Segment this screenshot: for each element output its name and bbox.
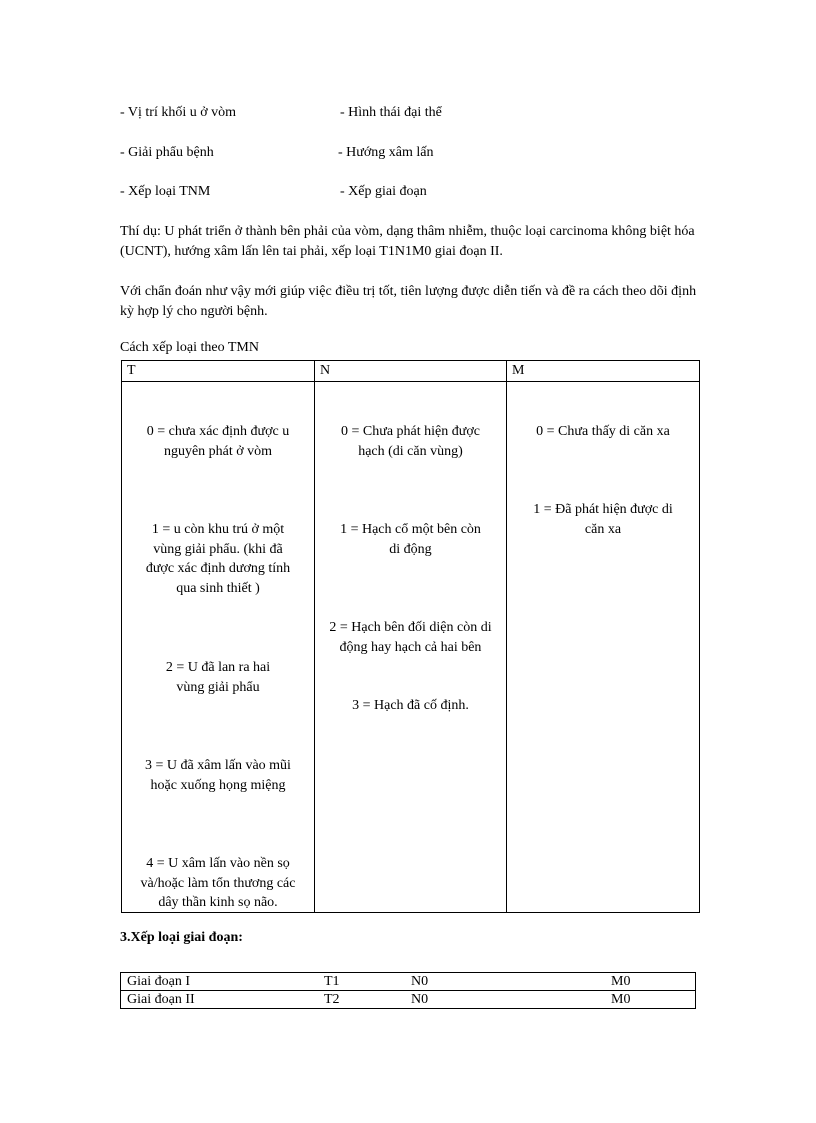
criteria-item-tumor-location: - Vị trí khối u ở vòm <box>120 105 237 120</box>
stage-t-value: T1 <box>324 974 340 989</box>
tnm-m-column <box>507 382 700 913</box>
t-item-4: 4 = U xâm lấn vào nền sọ và/hoặc làm tổn thương các dây thần kinh sọ não. <box>140 856 296 910</box>
t-item-3: 3 = U đã xâm lấn vào mũi hoặc xuống họng miệng <box>145 758 291 793</box>
criteria-item-staging: - Xếp giai đoạn <box>340 184 427 199</box>
t-item-1: 1 = u còn khu trú ở một vùng giải phẩu. (khi đã được xác định dương tính qua sinh thiết ) <box>145 522 291 596</box>
tnm-header-n: N <box>315 361 507 382</box>
t-item-0: 0 = chưa xác định được u nguyên phát ở vòm <box>146 424 290 459</box>
criteria-item-invasion-direction: - Hướng xâm lấn <box>338 145 434 160</box>
diagnosis-paragraph: Với chẩn đoán như vậy mới giúp việc điều trị tốt, tiên lượng được diễn tiến và đề ra cách theo dõi định kỳ hợp lý cho người bệnh. <box>120 284 697 319</box>
stage-row-2 <box>121 991 696 1009</box>
t-item-2: 2 = U đã lan ra hai vùng giải phẩu <box>165 660 271 695</box>
stage-m-value: M0 <box>611 974 631 989</box>
criteria-item-tnm-classification: - Xếp loại TNM <box>120 184 211 199</box>
tnm-table-caption: Cách xếp loại theo TMN <box>120 340 259 355</box>
n-item-1: 1 = Hạch cổ một bên còn di động <box>340 522 481 557</box>
tnm-n-column <box>315 382 507 913</box>
stage-n-value: N0 <box>411 974 429 989</box>
n-item-0: 0 = Chưa phát hiện được hạch (di căn vùng) <box>341 424 480 459</box>
stage-table <box>120 972 696 1009</box>
tnm-t-column <box>122 382 315 913</box>
stage-label: Giai đoạn I <box>127 974 190 989</box>
n-item-2: 2 = Hạch bên đối diện còn di động hay hạch cả hai bên <box>329 620 492 655</box>
tnm-header-t: T <box>122 361 315 382</box>
stage-n-value: N0 <box>411 992 429 1007</box>
tnm-table <box>121 360 700 913</box>
stage-heading: 3.Xếp loại giai đoạn: <box>120 930 243 945</box>
tnm-header-m: M <box>507 361 700 382</box>
m-item-0: 0 = Chưa thấy di căn xa <box>536 424 670 439</box>
criteria-item-pathology: - Giải phẩu bệnh <box>120 145 214 160</box>
example-paragraph: Thí dụ: U phát triển ở thành bên phải của vòm, dạng thâm nhiễm, thuộc loại carcinoma không biệt hóa (UCNT), hướng xâm lấn lên tai phải, xếp loại T1N1M0 giai đoạn II. <box>120 224 695 259</box>
tnm-body-row <box>122 382 700 913</box>
m-item-1: 1 = Đã phát hiện được di căn xa <box>533 502 673 537</box>
criteria-item-gross-morphology: - Hình thái đại thể <box>340 105 442 120</box>
stage-row-1 <box>121 973 696 991</box>
stage-label: Giai đoạn II <box>127 992 195 1007</box>
n-item-3: 3 = Hạch đã cố định. <box>352 698 469 713</box>
stage-t-value: T2 <box>324 992 340 1007</box>
stage-m-value: M0 <box>611 992 631 1007</box>
tnm-header-row <box>122 361 700 382</box>
